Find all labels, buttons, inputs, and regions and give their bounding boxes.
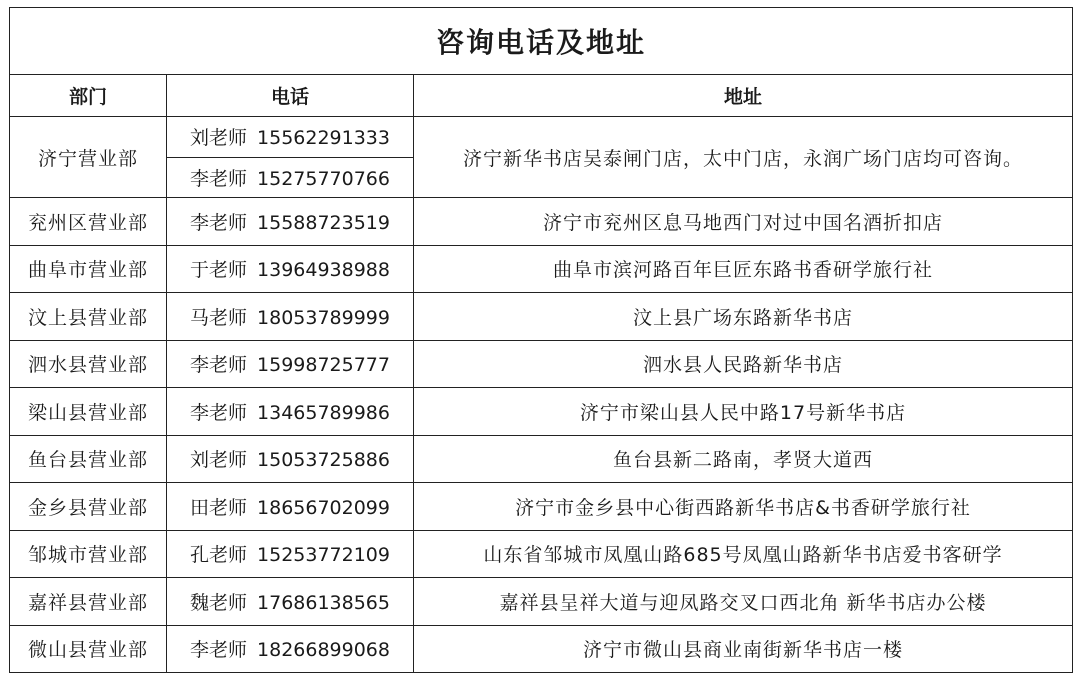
address-cell: 鱼台县新二路南，孝贤大道西 [414, 435, 1073, 483]
contact-phone: 13465789986 [257, 401, 390, 424]
department-cell: 鱼台县营业部 [10, 435, 167, 483]
table-row [10, 340, 1073, 388]
address-cell: 泗水县人民路新华书店 [414, 340, 1073, 388]
table-title: 咨询电话及地址 [10, 8, 1073, 75]
department-cell: 微山县营业部 [10, 625, 167, 673]
contact-name: 刘老师 [190, 449, 248, 472]
contact-name: 李老师 [190, 401, 248, 424]
table-row [10, 483, 1073, 531]
contact-phone: 15562291333 [257, 127, 390, 150]
phone-cell [167, 117, 414, 157]
header-row [10, 74, 1073, 116]
header-department: 部门 [10, 74, 167, 116]
address-cell: 济宁市梁山县人民中路17号新华书店 [414, 388, 1073, 436]
contact-phone: 15253772109 [257, 544, 390, 567]
department-cell: 兖州区营业部 [10, 198, 167, 246]
address-cell: 济宁市金乡县中心街西路新华书店&书香研学旅行社 [414, 483, 1073, 531]
contact-name: 马老师 [190, 306, 248, 329]
table-row [10, 625, 1073, 673]
phone-cell [167, 388, 414, 436]
contact-phone: 15998725777 [257, 354, 390, 377]
address-cell: 汶上县广场东路新华书店 [414, 293, 1073, 341]
department-cell: 邹城市营业部 [10, 530, 167, 578]
contact-name: 田老师 [190, 496, 248, 519]
address-cell: 曲阜市滨河路百年巨匠东路书香研学旅行社 [414, 245, 1073, 293]
contact-phone: 18266899068 [257, 639, 390, 662]
contact-phone: 18656702099 [257, 496, 390, 519]
address-cell: 嘉祥县呈祥大道与迎凤路交叉口西北角 新华书店办公楼 [414, 578, 1073, 626]
table-row [10, 578, 1073, 626]
contact-phone: 13964938988 [257, 259, 390, 282]
department-cell: 梁山县营业部 [10, 388, 167, 436]
contact-name: 李老师 [190, 211, 248, 234]
department-cell: 济宁营业部 [10, 117, 167, 198]
contact-phone: 17686138565 [257, 591, 390, 614]
phone-cell [167, 625, 414, 673]
contact-name: 李老师 [190, 639, 248, 662]
department-cell: 汶上县营业部 [10, 293, 167, 341]
phone-cell [167, 293, 414, 341]
department-cell: 金乡县营业部 [10, 483, 167, 531]
department-cell: 曲阜市营业部 [10, 245, 167, 293]
contact-name: 刘老师 [190, 127, 248, 150]
contact-name: 李老师 [190, 354, 248, 377]
phone-cell [167, 530, 414, 578]
contact-table [9, 7, 1073, 673]
contact-phone: 15275770766 [257, 167, 390, 190]
phone-cell [167, 483, 414, 531]
phone-cell [167, 578, 414, 626]
table-row [10, 245, 1073, 293]
address-cell: 济宁市微山县商业南街新华书店一楼 [414, 625, 1073, 673]
table-row [10, 117, 1073, 157]
department-cell: 泗水县营业部 [10, 340, 167, 388]
header-address: 地址 [414, 74, 1073, 116]
contact-name: 孔老师 [190, 544, 248, 567]
contact-name: 魏老师 [190, 591, 248, 614]
phone-cell [167, 435, 414, 483]
phone-cell [167, 198, 414, 246]
contact-name: 李老师 [190, 167, 248, 190]
table-row [10, 198, 1073, 246]
phone-cell [167, 245, 414, 293]
contact-phone: 15588723519 [257, 211, 390, 234]
table-row [10, 435, 1073, 483]
table-row [10, 293, 1073, 341]
address-cell: 济宁市兖州区息马地西门对过中国名酒折扣店 [414, 198, 1073, 246]
contact-name: 于老师 [190, 259, 248, 282]
address-cell: 山东省邹城市凤凰山路685号凤凰山路新华书店爱书客研学 [414, 530, 1073, 578]
phone-cell [167, 157, 414, 197]
phone-cell [167, 340, 414, 388]
address-cell: 济宁新华书店吴泰闸门店，太中门店，永润广场门店均可咨询。 [414, 117, 1073, 198]
department-cell: 嘉祥县营业部 [10, 578, 167, 626]
table-row [10, 530, 1073, 578]
table-row [10, 388, 1073, 436]
contact-phone: 18053789999 [257, 306, 390, 329]
header-phone: 电话 [167, 74, 414, 116]
contact-phone: 15053725886 [257, 449, 390, 472]
